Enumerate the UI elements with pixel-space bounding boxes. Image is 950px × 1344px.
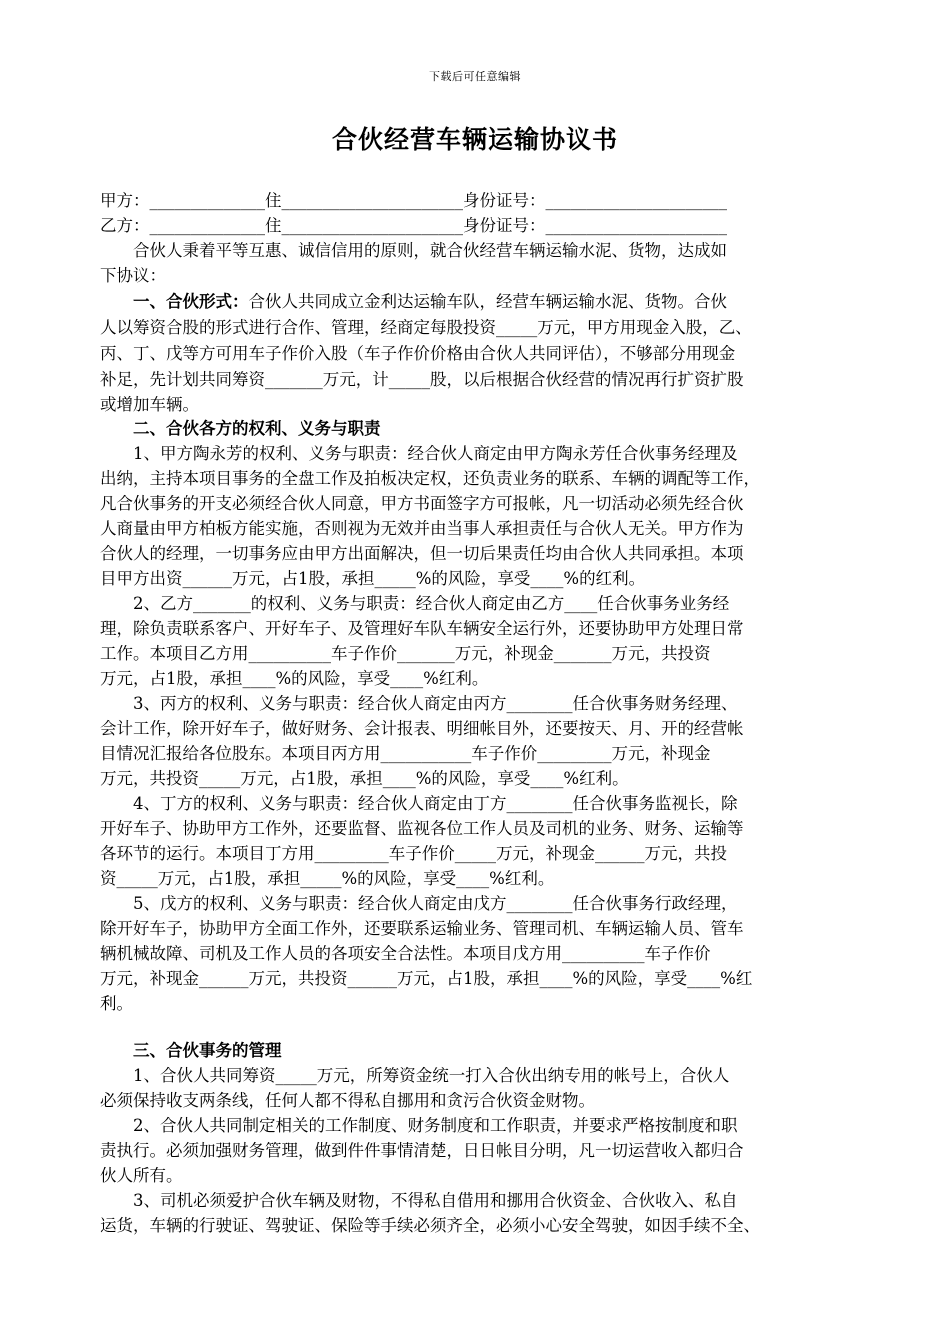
text-line: 目甲方出资______万元，占1股，承担_____%的风险，享受____%的红利。: [100, 569, 646, 588]
text-line: 万元，占1股，承担____%的风险，享受____%红利。: [100, 669, 489, 688]
text-line: 理，除负责联系客户、开好车子、及管理好车队车辆安全运行外，还要协助甲方处理日常: [100, 619, 744, 638]
text-line: 3、丙方的权利、义务与职责：经合伙人商定由丙方________任合伙事务财务经理、: [100, 694, 738, 713]
text-line: 责执行。必须加强财务管理，做到件件事情清楚，日日帐目分明，凡一切运营收入都归合: [100, 1141, 744, 1160]
text-line: 乙方：______________住______________________身份证号：______________________: [100, 216, 727, 235]
text-line: 会计工作，除开好车子，做好财务、会计报表、明细帐目外，还要按天、月、开的经营帐: [100, 719, 744, 738]
text-line: 5、戊方的权利、义务与职责：经合伙人商定由戊方________任合伙事务行政经理，: [100, 894, 738, 913]
text-line: 补足，先计划共同筹资_______万元，计_____股，以后根据合伙经营的情况再行扩资扩股: [100, 370, 744, 389]
text-line: 丙、丁、戊等方可用车子作价入股（车子作价价格由合伙人共同评估），不够部分用现金: [100, 344, 736, 363]
text-line: 必须保持收支两条线，任何人都不得私自挪用和贪污合伙资金财物。: [100, 1091, 595, 1110]
text-line: 利。: [100, 994, 133, 1013]
text-line: 运货，车辆的行驶证、驾驶证、保险等手续必须齐全，必须小心安全驾驶，如因手续不全、: [100, 1216, 760, 1235]
text-line: 甲方：______________住______________________身份证号：______________________: [100, 191, 727, 210]
text-line: 凡合伙事务的开支必须经合伙人同意，甲方书面签字方可报帐，凡一切活动必须先经合伙: [100, 494, 744, 513]
text-line: 4、丁方的权利、义务与职责：经合伙人商定由丁方________任合伙事务监视长，除: [100, 794, 738, 813]
text-line: 人以筹资合股的形式进行合作、管理，经商定每股投资_____万元，甲方用现金入股，乙、: [100, 318, 752, 337]
text-line: 出纳，主持本项目事务的全盘工作及拍板决定权，还负责业务的联系、车辆的调配等工作，: [100, 469, 760, 488]
text-line: 2、乙方_______的权利、义务与职责：经合伙人商定由乙方____任合伙事务业务经: [100, 594, 730, 613]
document-title: 合伙经营车辆运输协议书: [331, 125, 618, 154]
text-line: 目情况汇报给各位股东。本项目丙方用___________车子作价_________万元，补现金: [100, 744, 711, 763]
text-line: 辆机械故障、司机及工作人员的各项安全合法性。本项目戊方用__________车子作价: [100, 944, 711, 963]
page-header-note: 下载后可任意编辑: [429, 70, 521, 83]
section-heading: 二、合伙各方的权利、义务与职责: [100, 419, 381, 438]
text-line: 各环节的运行。本项目丁方用_________车子作价_____万元，补现金______万元，共投: [100, 844, 727, 863]
text-line: 万元，共投资_____万元，占1股，承担____%的风险，享受____%红利。: [100, 769, 629, 788]
text-line: 或增加车辆。: [100, 395, 199, 414]
text-line: 3、司机必须爱护合伙车辆及财物，不得私自借用和挪用合伙资金、合伙收入、私自: [100, 1191, 738, 1210]
text-line: 工作。本项目乙方用__________车子作价_______万元，补现金_______万元，共投资: [100, 644, 711, 663]
text-line: 资_____万元，占1股，承担_____%的风险，享受____%红利。: [100, 869, 555, 888]
text-line: 下协议：: [100, 266, 166, 285]
text-line: 1、合伙人共同筹资_____万元，所筹资金统一打入合伙出纳专用的帐号上，合伙人: [100, 1066, 730, 1085]
section-heading: 一、合伙形式：合伙人共同成立金利达运输车队，经营车辆运输水泥、货物。合伙: [133, 292, 727, 311]
text-line: 万元，补现金______万元，共投资______万元，占1股，承担____%的风险，享受____%红: [100, 969, 753, 988]
section-heading: 三、合伙事务的管理: [100, 1041, 282, 1060]
text-line: 开好车子、协助甲方工作外，还要监督、监视各位工作人员及司机的业务、财务、运输等: [100, 819, 744, 838]
text-line: 伙人所有。: [100, 1166, 183, 1185]
text-line: 除开好车子，协助甲方全面工作外，还要联系运输业务、管理司机、车辆运输人员、管车: [100, 919, 744, 938]
text-line: 2、合伙人共同制定相关的工作制度、财务制度和工作职责，并要求严格按制度和职: [100, 1116, 738, 1135]
text-line: 1、甲方陶永芳的权利、义务与职责：经合伙人商定由甲方陶永芳任合伙事务经理及: [100, 444, 738, 463]
text-line: 合伙人的经理，一切事务应由甲方出面解决，但一切后果责任均由合伙人共同承担。本项: [100, 544, 744, 563]
text-line: 合伙人秉着平等互惠、诚信信用的原则，就合伙经营车辆运输水泥、货物，达成如: [100, 241, 727, 260]
text-line: 人商量由甲方柏板方能实施，否则视为无效并由当事人承担责任与合伙人无关。甲方作为: [100, 519, 744, 538]
